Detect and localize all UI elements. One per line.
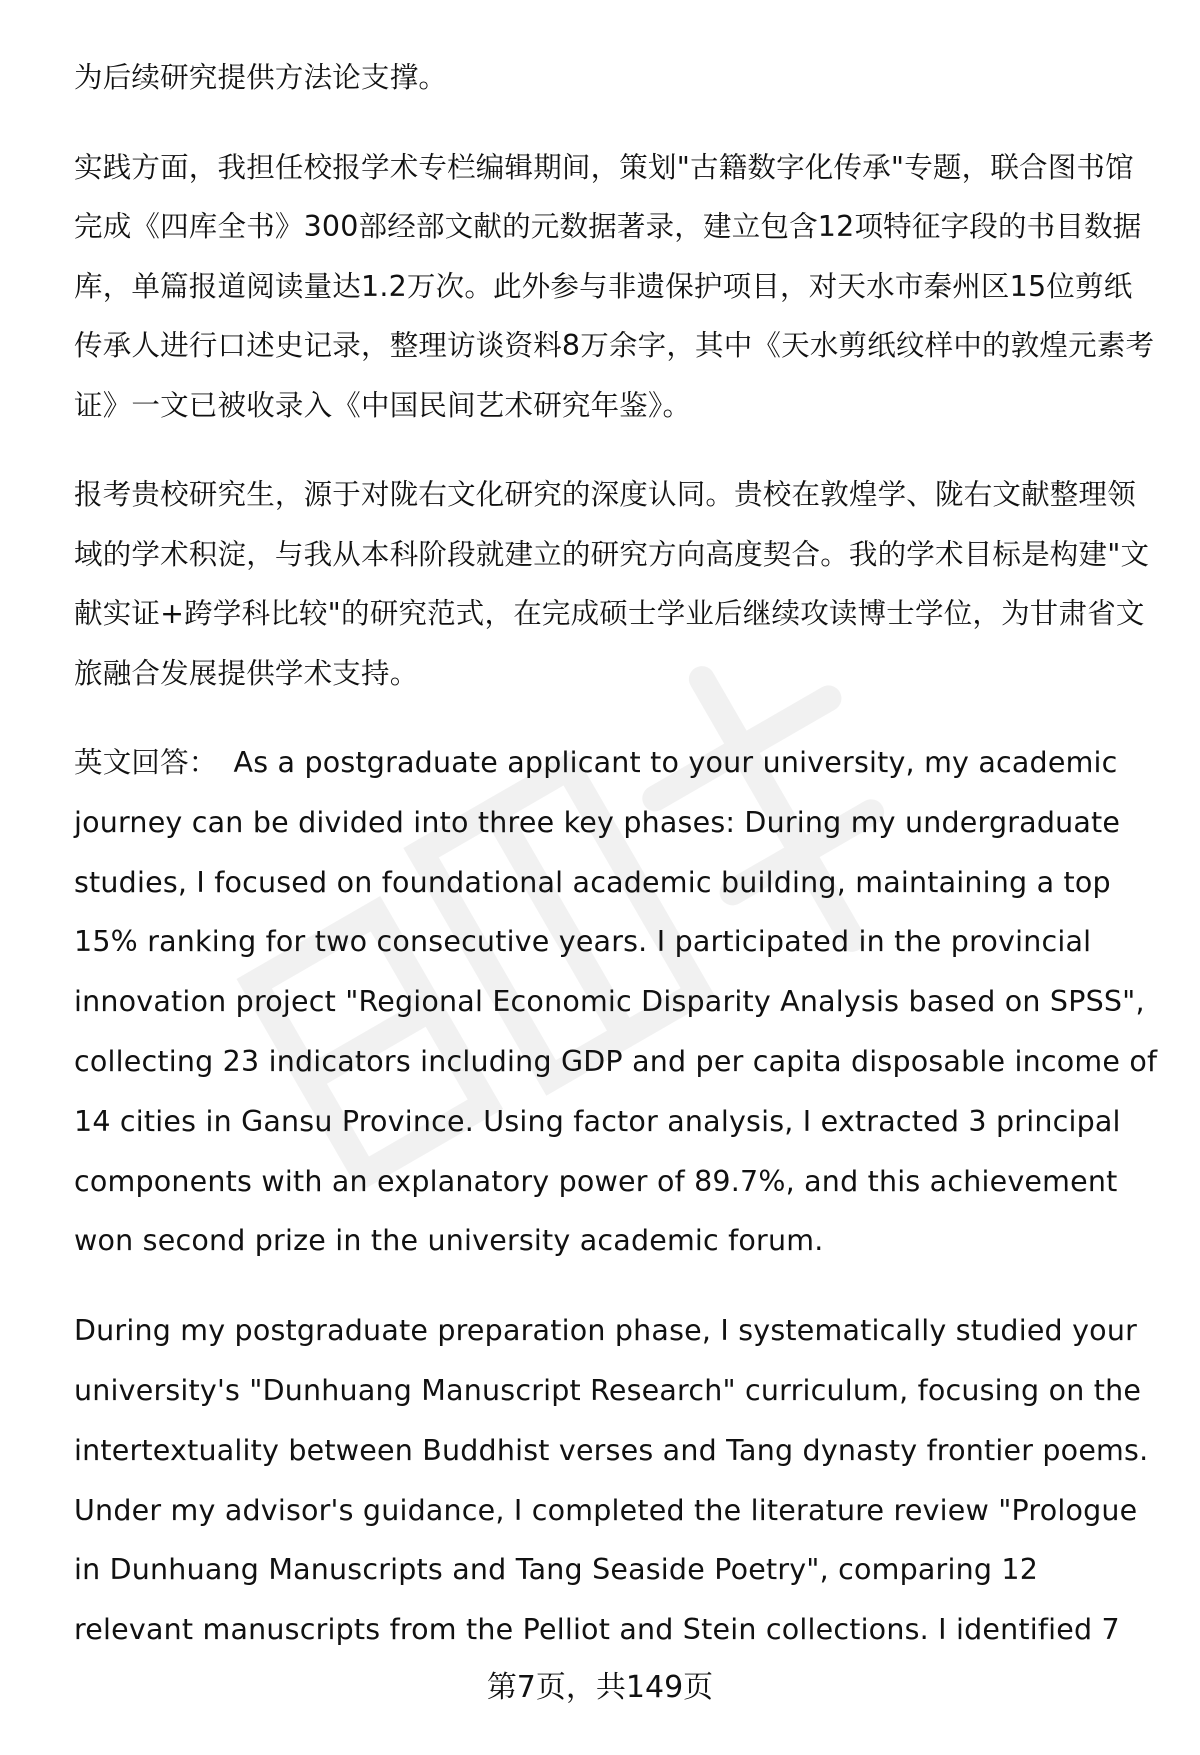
english-paragraph-2: During my postgraduate preparation phase, I systematically studied your university's "Dunhuang Manuscript Research" curriculum, focusing on the intertextuality between Buddhist verses and Tang dynasty frontier poems. Under my advisor's guidance, I completed the literature review "Prologue in Dunhuang Manuscripts and Tang Seaside Poetry", comparing 12 relevant manuscripts from the Pelliot and Stein collections. I identified 7	[74, 1314, 1149, 1647]
paragraph-3: 报考贵校研究生，源于对陇右文化研究的深度认同。贵校在敦煌学、陇右文献整理领域的学术积淀，与我从本科阶段就建立的研究方向高度契合。我的学术目标是构建"文献实证+跨学科比较"的研究范式，在完成硕士学业后继续攻读博士学位，为甘肃省文旅融合发展提供学术支持。	[74, 478, 1150, 690]
english-answer-label: 英文回答：	[74, 746, 218, 779]
english-answer-paragraph	[74, 733, 1159, 1271]
document-body	[74, 48, 1159, 1690]
english-answer-text: As a postgraduate applicant to your university, my academic journey can be divided into three key phases: During my undergraduate studies, I focused on foundational academic building, maintaining a top 15% ranking for two consecutive years. I participated in the provincial innovation project "Regional Economic Disparity Analysis based on SPSS", collecting 23 indicators including GDP and per capita disposable income of 14 cities in Gansu Province. Using factor analysis, I extracted 3 principal components with an explanatory power of 89.7%, and this achievement won second prize in the university academic forum.	[74, 746, 1158, 1258]
paragraph-1: 为后续研究提供方法论支撑。	[74, 61, 448, 94]
page-number-footer: 第7页，共149页	[486, 1670, 714, 1705]
paragraph-2: 实践方面，我担任校报学术专栏编辑期间，策划"古籍数字化传承"专题，联合图书馆完成《四库全书》300部经部文献的元数据著录，建立包含12项特征字段的书目数据库，单篇报道阅读量达1.2万次。此外参与非遗保护项目，对天水市秦州区15位剪纸传承人进行口述史记录，整理访谈资料8万余字，其中《天水剪纸纹样中的敦煌元素考证》一文已被收录入《中国民间艺术研究年鉴》。	[74, 150, 1155, 422]
